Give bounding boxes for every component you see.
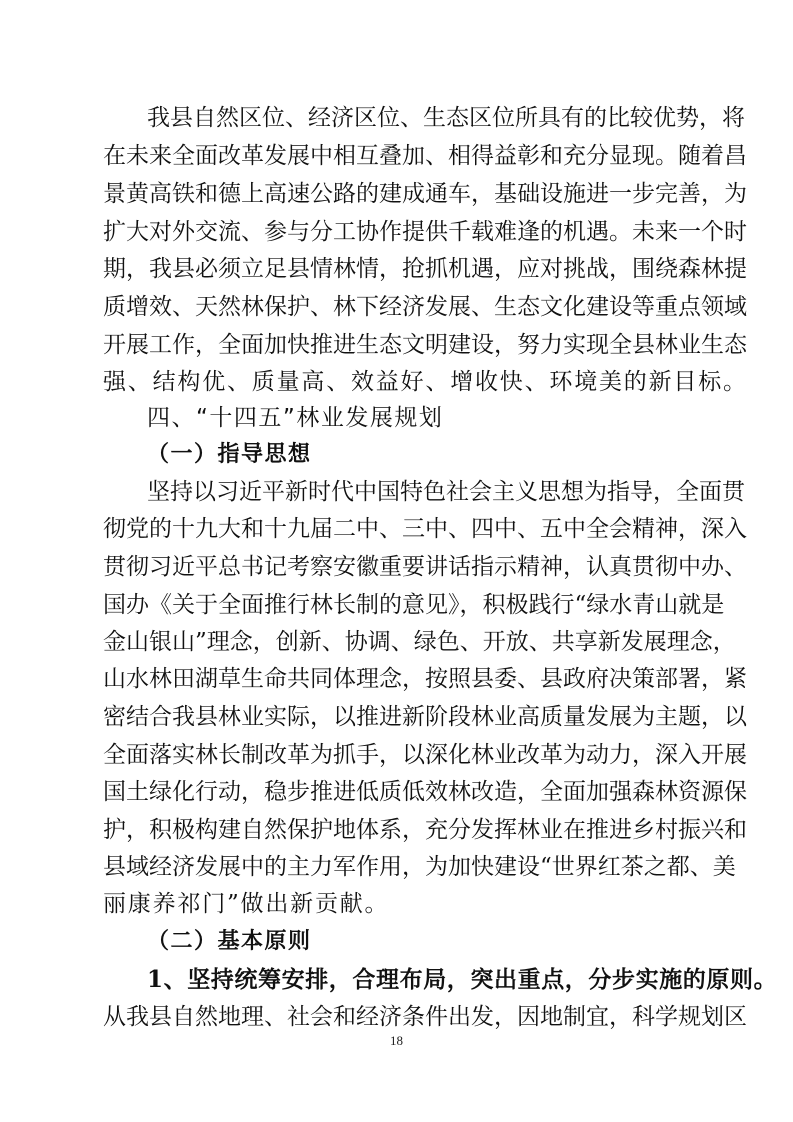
subheading-guiding-ideology: （一）指导思想 xyxy=(147,442,312,467)
paragraph-line: 山水林田湖草生命共同体理念，按照县委、县政府决策部署，紧 xyxy=(103,666,747,692)
paragraph-line: 丽康养祁门”做出新贡献。 xyxy=(103,891,390,917)
paragraph-line: 强、结构优、质量高、效益好、增收快、环境美的新目标。 xyxy=(103,369,748,395)
principle-heading: 1、坚持统筹安排，合理布局，突出重点，分步实施的原则。 xyxy=(147,966,778,993)
paragraph-line: 金山银山”理念，创新、协调、绿色、开放、共享新发展理念， xyxy=(103,629,736,655)
paragraph-line: 彻党的十九大和十九届二中、三中、四中、五中全会精神，深入 xyxy=(103,516,747,542)
paragraph-line: 景黄高铁和德上高速公路的建成通车，基础设施进一步完善，为 xyxy=(103,181,747,207)
page-number: 18 xyxy=(390,1033,403,1048)
section-heading: 四、“十四五”林业发展规划 xyxy=(147,405,444,431)
paragraph-line: 扩大对外交流、参与分工协作提供千载难逢的机遇。未来一个时 xyxy=(103,219,747,245)
paragraph-line: 护，积极构建自然保护地体系，充分发挥林业在推进乡村振兴和 xyxy=(103,817,747,843)
paragraph-line: 国办《关于全面推行林长制的意见》，积极践行“绿水青山就是 xyxy=(103,592,725,618)
paragraph-line: 全面落实林长制改革为抓手，以深化林业改革为动力，深入开展 xyxy=(103,742,747,768)
paragraph-line: 质增效、天然林保护、林下经济发展、生态文化建设等重点领域 xyxy=(103,294,747,320)
paragraph-line: 我县自然区位、经济区位、生态区位所具有的比较优势，将 xyxy=(147,105,745,131)
paragraph-line: 从我县自然地理、社会和经济条件出发，因地制宜，科学规划区 xyxy=(103,1004,747,1030)
paragraph-line: 国土绿化行动，稳步推进低质低效林改造，全面加强森林资源保 xyxy=(103,779,747,805)
subheading-basic-principles: （二）基本原则 xyxy=(147,929,312,954)
paragraph-line: 开展工作，全面加快推进生态文明建设，努力实现全县林业生态 xyxy=(103,332,747,358)
paragraph-line: 坚持以习近平新时代中国特色社会主义思想为指导，全面贯 xyxy=(147,479,745,505)
paragraph-line: 贯彻习近平总书记考察安徽重要讲话指示精神，认真贯彻中办、 xyxy=(103,554,747,580)
paragraph-line: 县域经济发展中的主力军作用，为加快建设“世界红茶之都、美 xyxy=(103,854,736,880)
paragraph-line: 密结合我县林业实际，以推进新阶段林业高质量发展为主题，以 xyxy=(103,704,747,730)
paragraph-line: 期，我县必须立足县情林情，抢抓机遇，应对挑战，围绕森林提 xyxy=(103,256,747,282)
paragraph-line: 在未来全面改革发展中相互叠加、相得益彰和充分显现。随着昌 xyxy=(103,143,747,169)
